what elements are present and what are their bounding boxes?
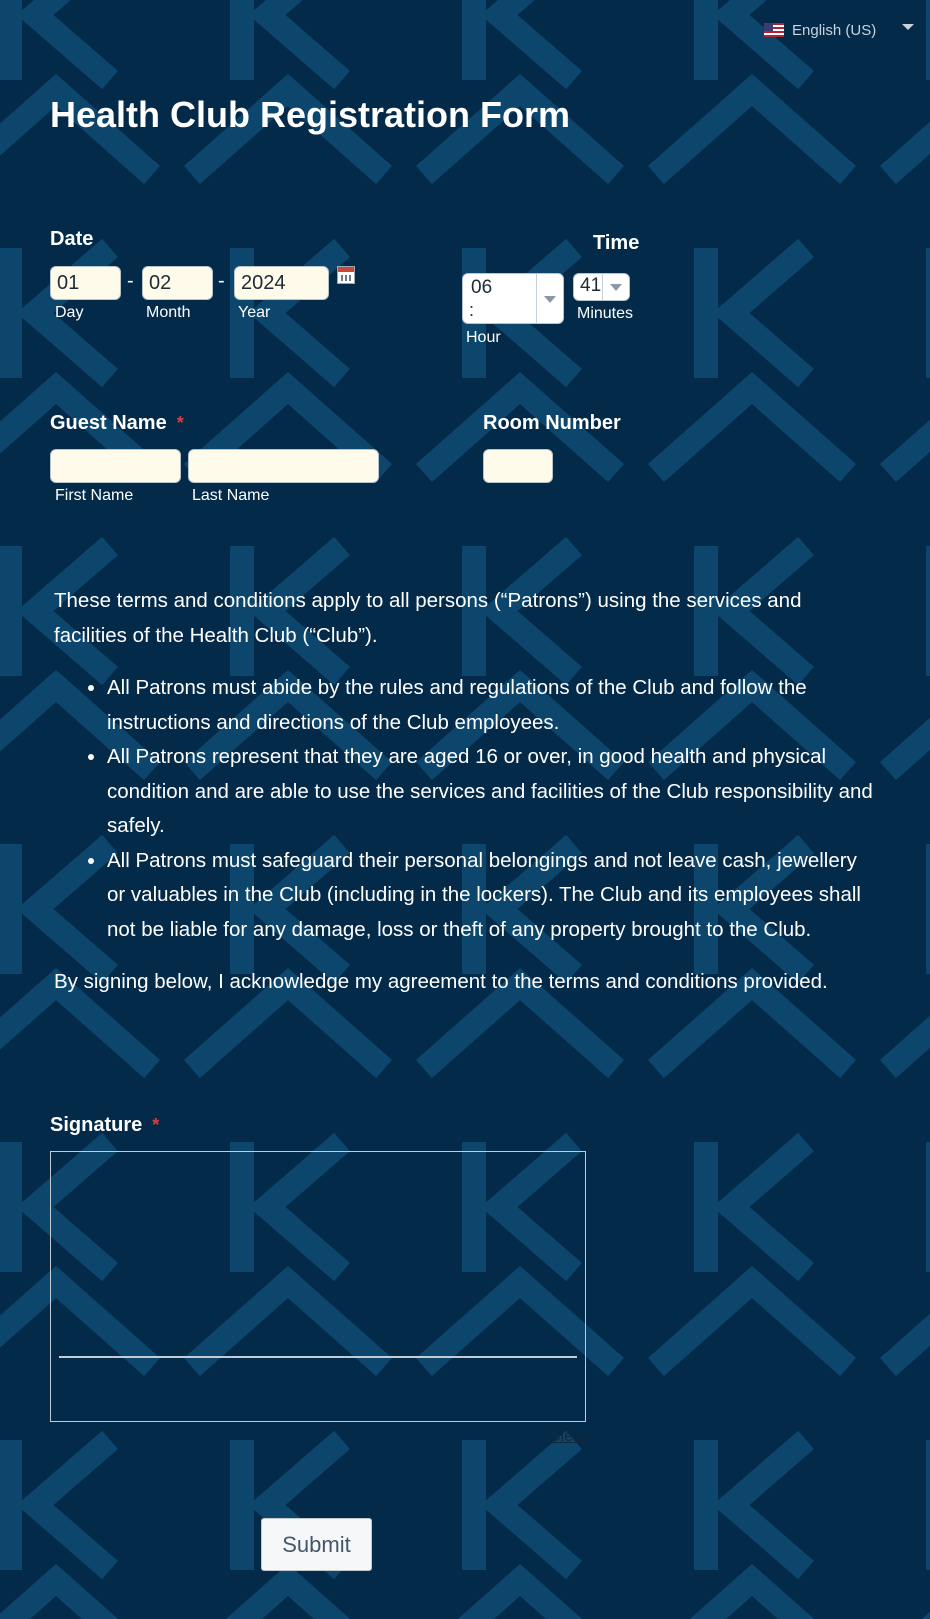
clear-signature-link[interactable]: Clear	[549, 1428, 588, 1445]
chevron-down-icon	[544, 296, 556, 303]
guest-name-label-text: Guest Name	[50, 412, 167, 434]
minutes-dropdown-button[interactable]	[602, 274, 629, 300]
hour-dropdown-button[interactable]	[536, 274, 563, 323]
date-separator: -	[218, 270, 225, 292]
date-month-input[interactable]	[142, 266, 213, 300]
date-year-input[interactable]	[234, 266, 329, 300]
hour-value: 06	[471, 277, 493, 298]
language-label: English (US)	[792, 21, 877, 39]
terms-item: • All Patrons must abide by the rules and regulations of the Club and follow the instructions and directions of the Club employees.	[107, 671, 874, 740]
hour-sublabel: Hour	[466, 329, 501, 346]
signature-pad[interactable]	[50, 1151, 586, 1422]
calendar-icon[interactable]	[337, 266, 355, 284]
guest-name-label	[50, 412, 184, 435]
submit-button[interactable]: Submit	[261, 1518, 372, 1571]
month-sublabel: Month	[146, 304, 191, 321]
room-number-input[interactable]	[483, 449, 553, 483]
form-title: Health Club Registration Form	[50, 94, 571, 135]
signature-label-text: Signature	[50, 1114, 143, 1136]
terms-item: • All Patrons represent that they are aged 16 or over, in good health and physical condition and are able to use the services and facilities of the Club responsibility and safely.	[107, 740, 874, 844]
required-asterisk: *	[152, 1115, 160, 1135]
chevron-down-icon	[610, 284, 622, 291]
chevron-down-icon	[902, 24, 914, 30]
minutes-sublabel: Minutes	[577, 305, 634, 322]
last-name-sublabel: Last Name	[192, 487, 270, 504]
first-name-sublabel: First Name	[55, 487, 134, 504]
time-label: Time	[593, 232, 640, 254]
date-day-input[interactable]	[50, 266, 121, 300]
terms-item: • All Patrons must safeguard their personal belongings and not leave cash, jewellery or valuables in the Club (including in the lockers). The Club and its employees shall not be liable for any damage, loss or theft of any property brought to the Club.	[107, 844, 874, 948]
minutes-select[interactable]	[573, 273, 630, 301]
date-label: Date	[50, 228, 94, 250]
first-name-input[interactable]	[50, 449, 181, 483]
date-separator: -	[127, 270, 134, 292]
hour-separator: :	[469, 300, 475, 320]
last-name-input[interactable]	[188, 449, 379, 483]
hour-select[interactable]	[462, 273, 564, 324]
language-selector[interactable]	[764, 18, 914, 42]
minutes-value: 41	[580, 275, 602, 296]
terms-closing: By signing below, I acknowledge my agreement to the terms and conditions provided.	[54, 970, 828, 993]
year-sublabel: Year	[238, 304, 271, 321]
day-sublabel: Day	[55, 304, 84, 321]
required-asterisk: *	[176, 413, 184, 433]
signature-baseline	[59, 1356, 577, 1358]
room-number-label: Room Number	[483, 412, 621, 434]
us-flag-icon	[764, 23, 784, 37]
signature-label	[50, 1114, 159, 1137]
terms-intro: These terms and conditions apply to all persons (“Patrons”) using the services and facilities of the Health Club (“Club”).	[54, 589, 802, 647]
terms-list	[54, 671, 874, 947]
terms-text	[54, 584, 874, 1000]
